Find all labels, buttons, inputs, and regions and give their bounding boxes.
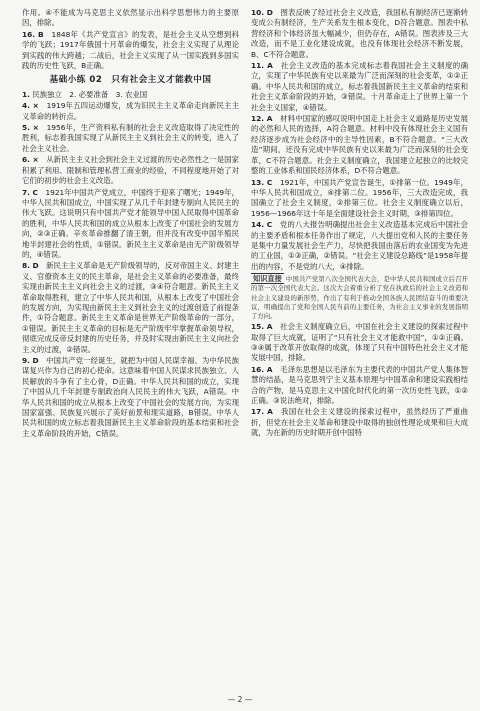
answer-number: 13. C (251, 177, 273, 187)
two-column-body (22, 8, 468, 684)
left-column (22, 8, 239, 684)
knowledge-point: 知识直接 中国共产党第八次全国代表大会，是中华人民共和国成立后召开的第一次全国代表大会。这次大会着重分析了党在执政后的社会主义改造和社会主义建设的新形势，作出了有利于推动全国各族人民团结奋斗的重要决议，明确提出了党和全国人民当前的主要任务，为社会主义事业的发展指明了方向。 (251, 274, 468, 320)
answer-13: 13. C 1921年，中国共产党宣告诞生，①排第一位。1949年，中华人民共和国成立，④排第二位。1956年，三大改造完成，我国确立了社会主义制度，②排第三位。社会主义制度确立以后，1956—1966年这十年是全面建设社会主义时期，③排第四位。 (251, 177, 468, 218)
answer-7: 7. C 1921年中国共产党成立，中国终于迎来了曙光；1949年，中华人民共和国成立，中国实现了从几千年封建专制向人民民主的伟大飞跃。这说明只有中国共产党才能领导中国人民取得中国革命的胜利，中华人民共和国的成立从根本上改变了中国社会的发展方向，②③正确。辛亥革命推翻了清王朝，但并没有改变中国半殖民地半封建社会的性质，①错误。新民主主义革命是由无产阶级领导的，④错误。 (22, 187, 239, 259)
answer-11: 11. A 社会主义改造的基本完成标志着我国社会主义制度的确立，实现了中华民族有史以来最为广泛而深刻的社会变革，①②正确。中华人民共和国的成立，标志着我国新民主主义革命的结束和社会主义革命阶段的开始，③错误。十月革命走上了世界上第一个社会主义国家，④错误。 (251, 61, 468, 112)
answer-number: 15. A (251, 322, 273, 332)
answer-number: 7. C (22, 187, 38, 197)
answer-number: 14. C (251, 220, 273, 230)
answer-16: 16. B 1848年《共产党宣言》的发表，是社会主义从空想到科学的飞跃；1917年俄国十月革命的爆发，社会主义实现了从理论到实践的伟大跨越；二战后，社会主义实现了从一国实践到多国实践的历史性飞跃，B正确。 (22, 29, 239, 71)
answer-10: 10. D 图表反映了经过社会主义改造，我国私有制经济已逐渐转变成公有制经济，生产关系发生根本变化，D符合题意。图表中私营经济和个体经济虽大幅减少，但仍存在，A错误。图表涉及三大改造，而不是工业化建设成就，也没有体现社会经济不断发展，B、C不符合题意。 (251, 8, 468, 59)
answer-9: 9. D 中国共产党一经诞生，就把为中国人民谋幸福、为中华民族谋复兴作为自己的初心使命。这意味着中国人民谋求民族独立、人民解放的斗争有了主心骨，D正确。中华人民共和国的成立，实现了中国从几千年封建专制政治向人民民主的伟大飞跃，A错误。中华人民共和国的成立从根本上改变了中国社会的发展方向，为实现国家富强、民族复兴展示了美好前景和现实道路，B错误。中华人民共和国的成立标志着我国新民主主义革命阶段的基本结束和社会主义革命阶段的开始，C错误。 (22, 356, 239, 438)
answer-number: 17. A (251, 407, 273, 417)
answer-12: 12. A 材料中国家的感叹说明中国走上社会主义道路是历史发展的必然和人民的选择，A符合题意。材料中没有体现社会主义国有经济逐步成为社会经济中的主导性因素，B不符合题意。“三大改造”期间，还没有完成中华民族有史以来最为广泛而深刻的社会变革，C不符合题意。社会主义制度确立，我国建立起独立的比较完整的工业体系和国民经济体系，D不符合题意。 (251, 114, 468, 176)
answer-number: 8. D (22, 261, 39, 271)
answer-14: 14. C 党的八大报告明确提出社会主义改造基本完成后中国社会的主要矛盾和根本任务作出了规定，八大提出党和人民的主要任务是集中力量发展社会生产力，尽快把我国由落后的农业国变为先进的工业国，①③正确，②错误。“社会主义建设总路线”是1958年提出的内容，不是党的八大，④排除。 (251, 220, 468, 271)
answer-17: 17. A 我国在社会主义建设的探索过程中，虽然经历了严重曲折，但党在社会主义革命和建设中取得的独创性理论成果和巨大成就，为在新的历史时期开创中国特 (251, 407, 468, 438)
answer-number: 16. A (251, 364, 273, 374)
answer-number: 5. × (22, 123, 39, 133)
page-number: — 2 — (227, 694, 253, 704)
answer-16b: 16. A 毛泽东思想是以毛泽东为主要代表的中国共产党人集体智慧的结晶，是马克思列宁主义基本原理与中国革命和建设实践相结合的产物，是马克思主义中国化时代化的第一次历史性飞跃，①②正确。③说法绝对，排除。 (251, 364, 468, 406)
section-title: 基础小练 02 只有社会主义才能救中国 (49, 75, 212, 86)
answer-5: 5. × 1956年，生产资料私有制的社会主义改造取得了决定性的胜利，标志着我国实现了从新民主主义到社会主义的转变，进入了社会主义社会。 (22, 123, 239, 153)
answer-number: 12. A (251, 114, 273, 124)
answer-number: 1. (22, 89, 30, 99)
knowledge-point-label: 知识直接 (253, 274, 282, 284)
right-column (251, 8, 468, 684)
answer-number: 10. D (251, 8, 273, 17)
answer-number: 11. A (251, 61, 273, 71)
answer-8: 8. D 新民主主义革命是无产阶级领导的，反对帝国主义、封建主义、官僚资本主义的民主革命，是社会主义革命的必要准备，最终实现由新民主主义向社会主义的过渡，③④符合题意。新民主主义革命取得胜利，建立了中华人民共和国，从根本上改变了中国社会的发展方向，为实现由新民主主义到社会主义的过渡创造了前提条件，①符合题意。新民主主义革命是世界无产阶级革命的一部分，①错误。新民主主义革命的目标是无产阶级牢牢掌握革命领导权，彻底完成反帝反封建的历史任务，并及时实现由新民主主义向社会主义的过渡，②错误。 (22, 261, 239, 354)
answer-4: 4. × 1919年五四运动爆发，成为旧民主主义革命走向新民主主义革命的转折点。 (22, 101, 239, 121)
answer-15: 15. A 社会主义制度确立后，中国在社会主义建设的探索过程中取得了巨大成就，证明了“只有社会主义才能救中国”，①②正确。③④属于改革开放取得的成就，体现了只有中国特色社会主义才能发展中国，排除。 (251, 322, 468, 363)
answer-number: 6. × (22, 155, 39, 165)
answer-number: 16. B (22, 29, 44, 39)
answer-6: 6. × 从新民主主义社会到社会主义过渡的历史必然性之一是国家积累了利用、限制和管理私营工商业的经验，不同程度地开始了对它们的初步的社会主义改造。 (22, 155, 239, 186)
answer-1-3: 1. 民族独立 2. 必要准备 3. 农业国 (22, 89, 148, 99)
answer-continuation: 作用。④不能成为马克思主义依然显示出科学思想伟力的主要原因，排除。 (22, 8, 239, 28)
answer-number: 9. D (22, 356, 39, 365)
answer-number: 4. × (22, 101, 39, 111)
